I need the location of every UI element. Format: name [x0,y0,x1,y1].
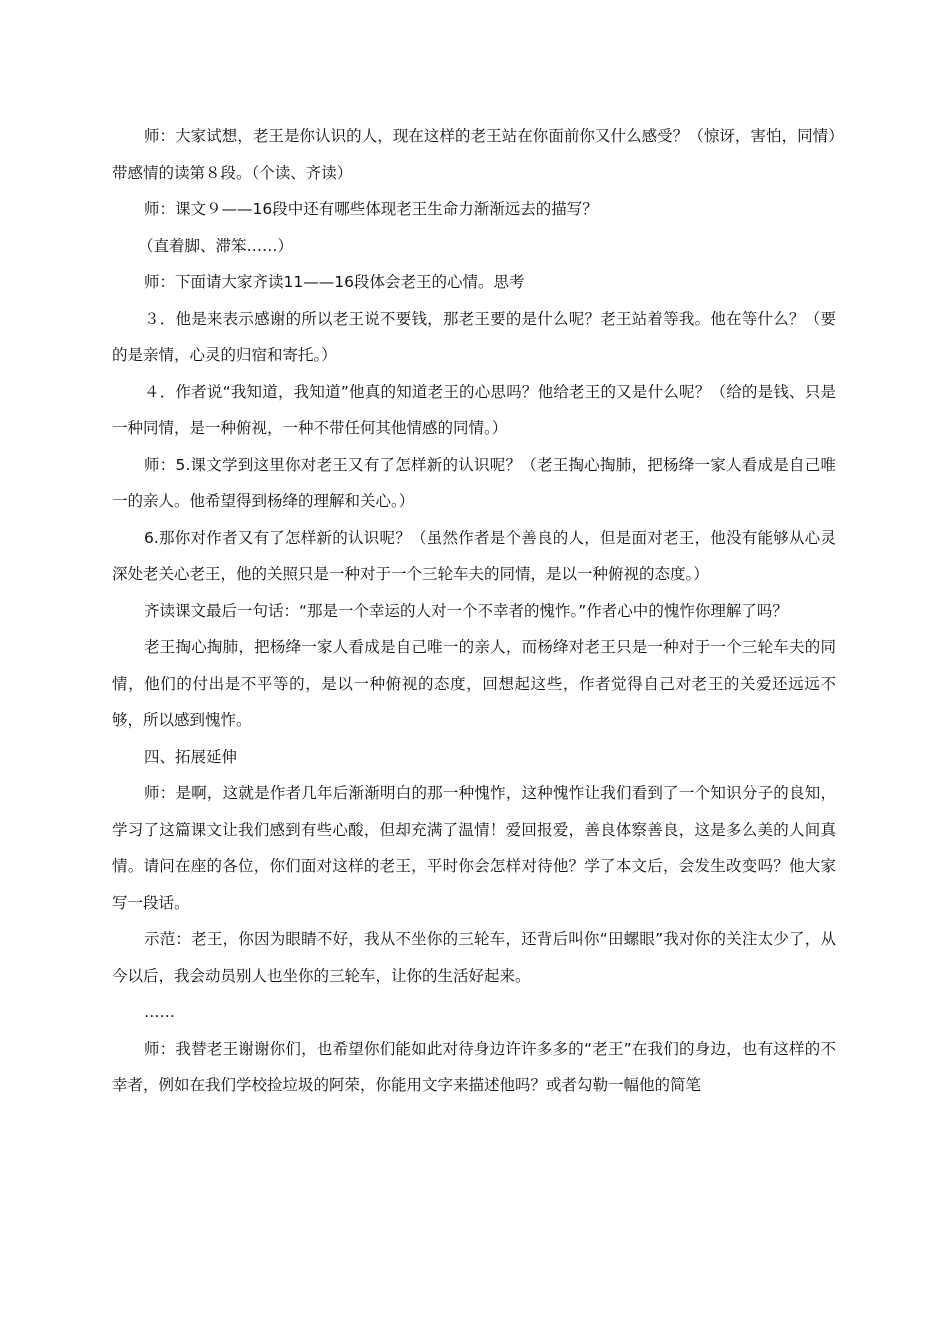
paragraph-answer-stiff-feet: （直着脚、滞笨……） [138,236,294,255]
paragraph-teacher-question-vitality: 师：课文９——16段中还有哪些体现老王生命力渐渐远去的描写？ [144,200,598,218]
paragraph-question-6: 6.那你对作者又有了怎样新的认识呢？（虽然作者是个善良的人，但是面对老王，他没有能够从心灵深处老关心老王，他的关照只是一种对于一个三轮车夫的同情，是以一种俯视的态度。） [112,528,836,583]
document-body [112,118,836,1104]
paragraph-explanation-guilt: 老王掏心掏肺，把杨绛一家人看成是自己唯一的亲人，而杨绛对老王只是一种对于一个三轮车夫的同情，他们的付出是不平等的，是以一种俯视的态度，回想起这些，作者觉得自己对老王的关爱还远远不够，所以感到愧怍。 [112,638,836,729]
paragraph-question-3: ３．他是来表示感谢的所以老王说不要钱，那老王要的是什么呢？老王站着等我。他在等什么？（要的是亲情，心灵的归宿和寄托。） [112,309,836,364]
paragraph-question-5: 师：5.课文学到这里你对老王又有了怎样新的认识呢？（老王掏心掏肺，把杨绛一家人看成是自己唯一的亲人。他希望得到杨绛的理解和关心。） [112,455,836,510]
paragraph-teacher-read-together: 师：下面请大家齐读11——16段体会老王的心情。思考 [144,273,525,291]
paragraph-teacher-thanks: 师：我替老王谢谢你们，也希望你们能如此对待身边许许多多的“老王”在我们的身边，也有这样的不幸者，例如在我们学校捡垃圾的阿荣，你能用文字来描述他吗？或者勾勒一幅他的简笔 [112,1039,836,1094]
paragraph-question-4: ４．作者说“我知道，我知道”他真的知道老王的心思吗？他给老王的又是什么呢？（给的是钱、只是一种同情，是一种俯视，一种不带任何其他情感的同情。） [112,382,836,437]
paragraph-teacher-imagine-laowang: 师：大家试想，老王是你认识的人，现在这样的老王站在你面前你又什么感受？（惊讶，害怕，同情）带感情的读第８段。（个读、齐读） [112,127,836,182]
paragraph-ellipsis: …… [144,1003,175,1021]
section-heading-extension: 四、拓展延伸 [144,747,238,766]
paragraph-read-last-sentence: 齐读课文最后一句话：“那是一个幸运的人对一个不幸者的愧怍。”作者心中的愧怍你理解了吗？ [144,601,788,620]
paragraph-example-writing: 示范：老王，你因为眼睛不好，我从不坐你的三轮车，还背后叫你“田螺眼”我对你的关注太少了，从今以后，我会动员别人也坐你的三轮车，让你的生活好起来。 [112,930,836,985]
paragraph-teacher-conscience: 师：是啊，这就是作者几年后渐渐明白的那一种愧怍，这种愧怍让我们看到了一个知识分子的良知，学习了这篇课文让我们感到有些心酸，但却充满了温情！爱回报爱，善良体察善良，这是多么美的人间真情。请问在座的各位，你们面对这样的老王，平时你会怎样对待他？学了本文后，会发生改变吗？他大家写一段话。 [112,784,836,912]
